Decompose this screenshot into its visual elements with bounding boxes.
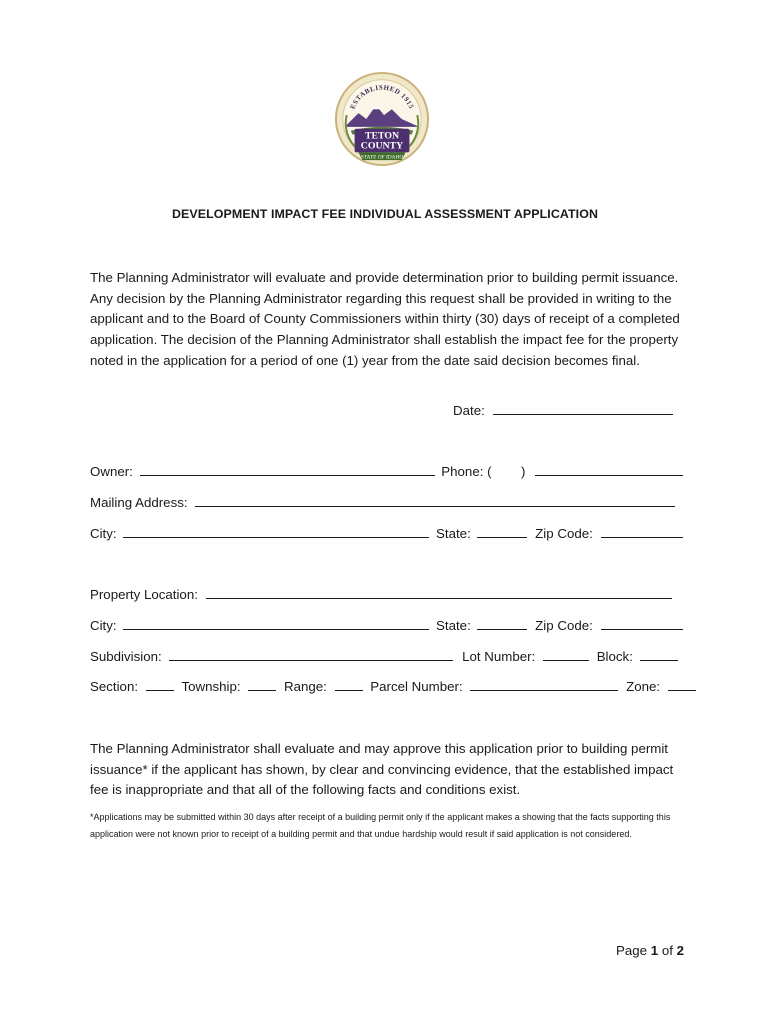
- phone-label: Phone: (: [441, 464, 492, 479]
- date-row: [453, 401, 673, 419]
- teton-county-seal-logo: [333, 70, 431, 168]
- seal-name-line1: TETON: [364, 130, 400, 142]
- intro-paragraph: The Planning Administrator will evaluate and provide determination prior to building permit issuance. Any decision by the Planning Administrator regarding this request shall be provided in writing to the applicant and to the Board of County Commissioners within thirty (30) days of receipt of a completed application. The decision of the Planning Administrator shall establish the impact fee for the property noted in the application for a period of one (1) year from the date said decision becomes final.: [90, 270, 680, 368]
- page-total: 2: [676, 943, 685, 958]
- mailing-address-row: [90, 493, 675, 511]
- property-state-label: State:: [436, 618, 471, 633]
- owner-city-field[interactable]: [123, 524, 429, 538]
- subdivision-row: [90, 647, 678, 665]
- section-row: [90, 677, 696, 695]
- owner-city-label: City:: [90, 526, 117, 541]
- owner-field[interactable]: [140, 462, 435, 476]
- range-label: Range:: [284, 679, 327, 694]
- page-number: [616, 943, 684, 958]
- owner-state-field[interactable]: [477, 524, 527, 538]
- block-label: Block:: [596, 649, 633, 664]
- subdivision-field[interactable]: [169, 647, 453, 661]
- lot-number-label: Lot Number:: [462, 649, 536, 664]
- owner-city-row: [90, 524, 683, 542]
- lot-number-field[interactable]: [543, 647, 589, 661]
- parcel-number-label: Parcel Number:: [370, 679, 463, 694]
- township-label: Township:: [181, 679, 241, 694]
- property-city-field[interactable]: [123, 616, 429, 630]
- page-word: Page: [616, 943, 648, 958]
- block-field[interactable]: [640, 647, 678, 661]
- property-state-field[interactable]: [477, 616, 527, 630]
- property-location-label: Property Location:: [90, 587, 198, 602]
- owner-label: Owner:: [90, 464, 133, 479]
- mailing-address-field[interactable]: [195, 493, 675, 507]
- date-field[interactable]: [493, 401, 673, 415]
- owner-zip-label: Zip Code:: [535, 526, 593, 541]
- page-current: 1: [650, 943, 659, 958]
- owner-state-label: State:: [436, 526, 471, 541]
- property-zip-field[interactable]: [601, 616, 683, 630]
- owner-zip-field[interactable]: [601, 524, 683, 538]
- property-location-field[interactable]: [206, 585, 672, 599]
- date-label: Date:: [453, 403, 485, 418]
- section-label: Section:: [90, 679, 139, 694]
- property-city-label: City:: [90, 618, 117, 633]
- property-zip-label: Zip Code:: [535, 618, 593, 633]
- seal-name-line2: COUNTY: [360, 140, 404, 152]
- phone-area-code-field[interactable]: [495, 463, 517, 476]
- seal-top-text: ESTABLISHED 1915: [349, 84, 415, 111]
- parcel-number-field[interactable]: [470, 677, 618, 691]
- owner-row: [90, 462, 683, 480]
- mailing-address-label: Mailing Address:: [90, 495, 188, 510]
- zone-label: Zone:: [626, 679, 661, 694]
- document-title: DEVELOPMENT IMPACT FEE INDIVIDUAL ASSESSMENT APPLICATION: [172, 207, 598, 221]
- of-word: of: [661, 943, 673, 958]
- township-field[interactable]: [248, 677, 276, 691]
- zone-field[interactable]: [668, 677, 696, 691]
- phone-paren-close: ): [520, 464, 526, 479]
- footnote: *Applications may be submitted within 30 days after receipt of a building permit only if the applicant makes a showing that the facts supporting this application were not known prior to receipt of a building permit and that undue hardship would result if said application is not considered.: [90, 812, 671, 839]
- subdivision-label: Subdivision:: [90, 649, 162, 664]
- evaluation-paragraph: The Planning Administrator shall evaluate and may approve this application prior to building permit issuance* if the applicant has shown, by clear and convincing evidence, that the established impact fee is inappropriate and that all of the following facts and conditions exist.: [90, 741, 674, 798]
- section-field[interactable]: [146, 677, 174, 691]
- phone-number-field[interactable]: [535, 462, 683, 476]
- seal-ribbon-text: STATE OF IDAHO: [360, 154, 404, 161]
- property-city-row: [90, 616, 683, 634]
- property-location-row: [90, 585, 672, 603]
- range-field[interactable]: [335, 677, 363, 691]
